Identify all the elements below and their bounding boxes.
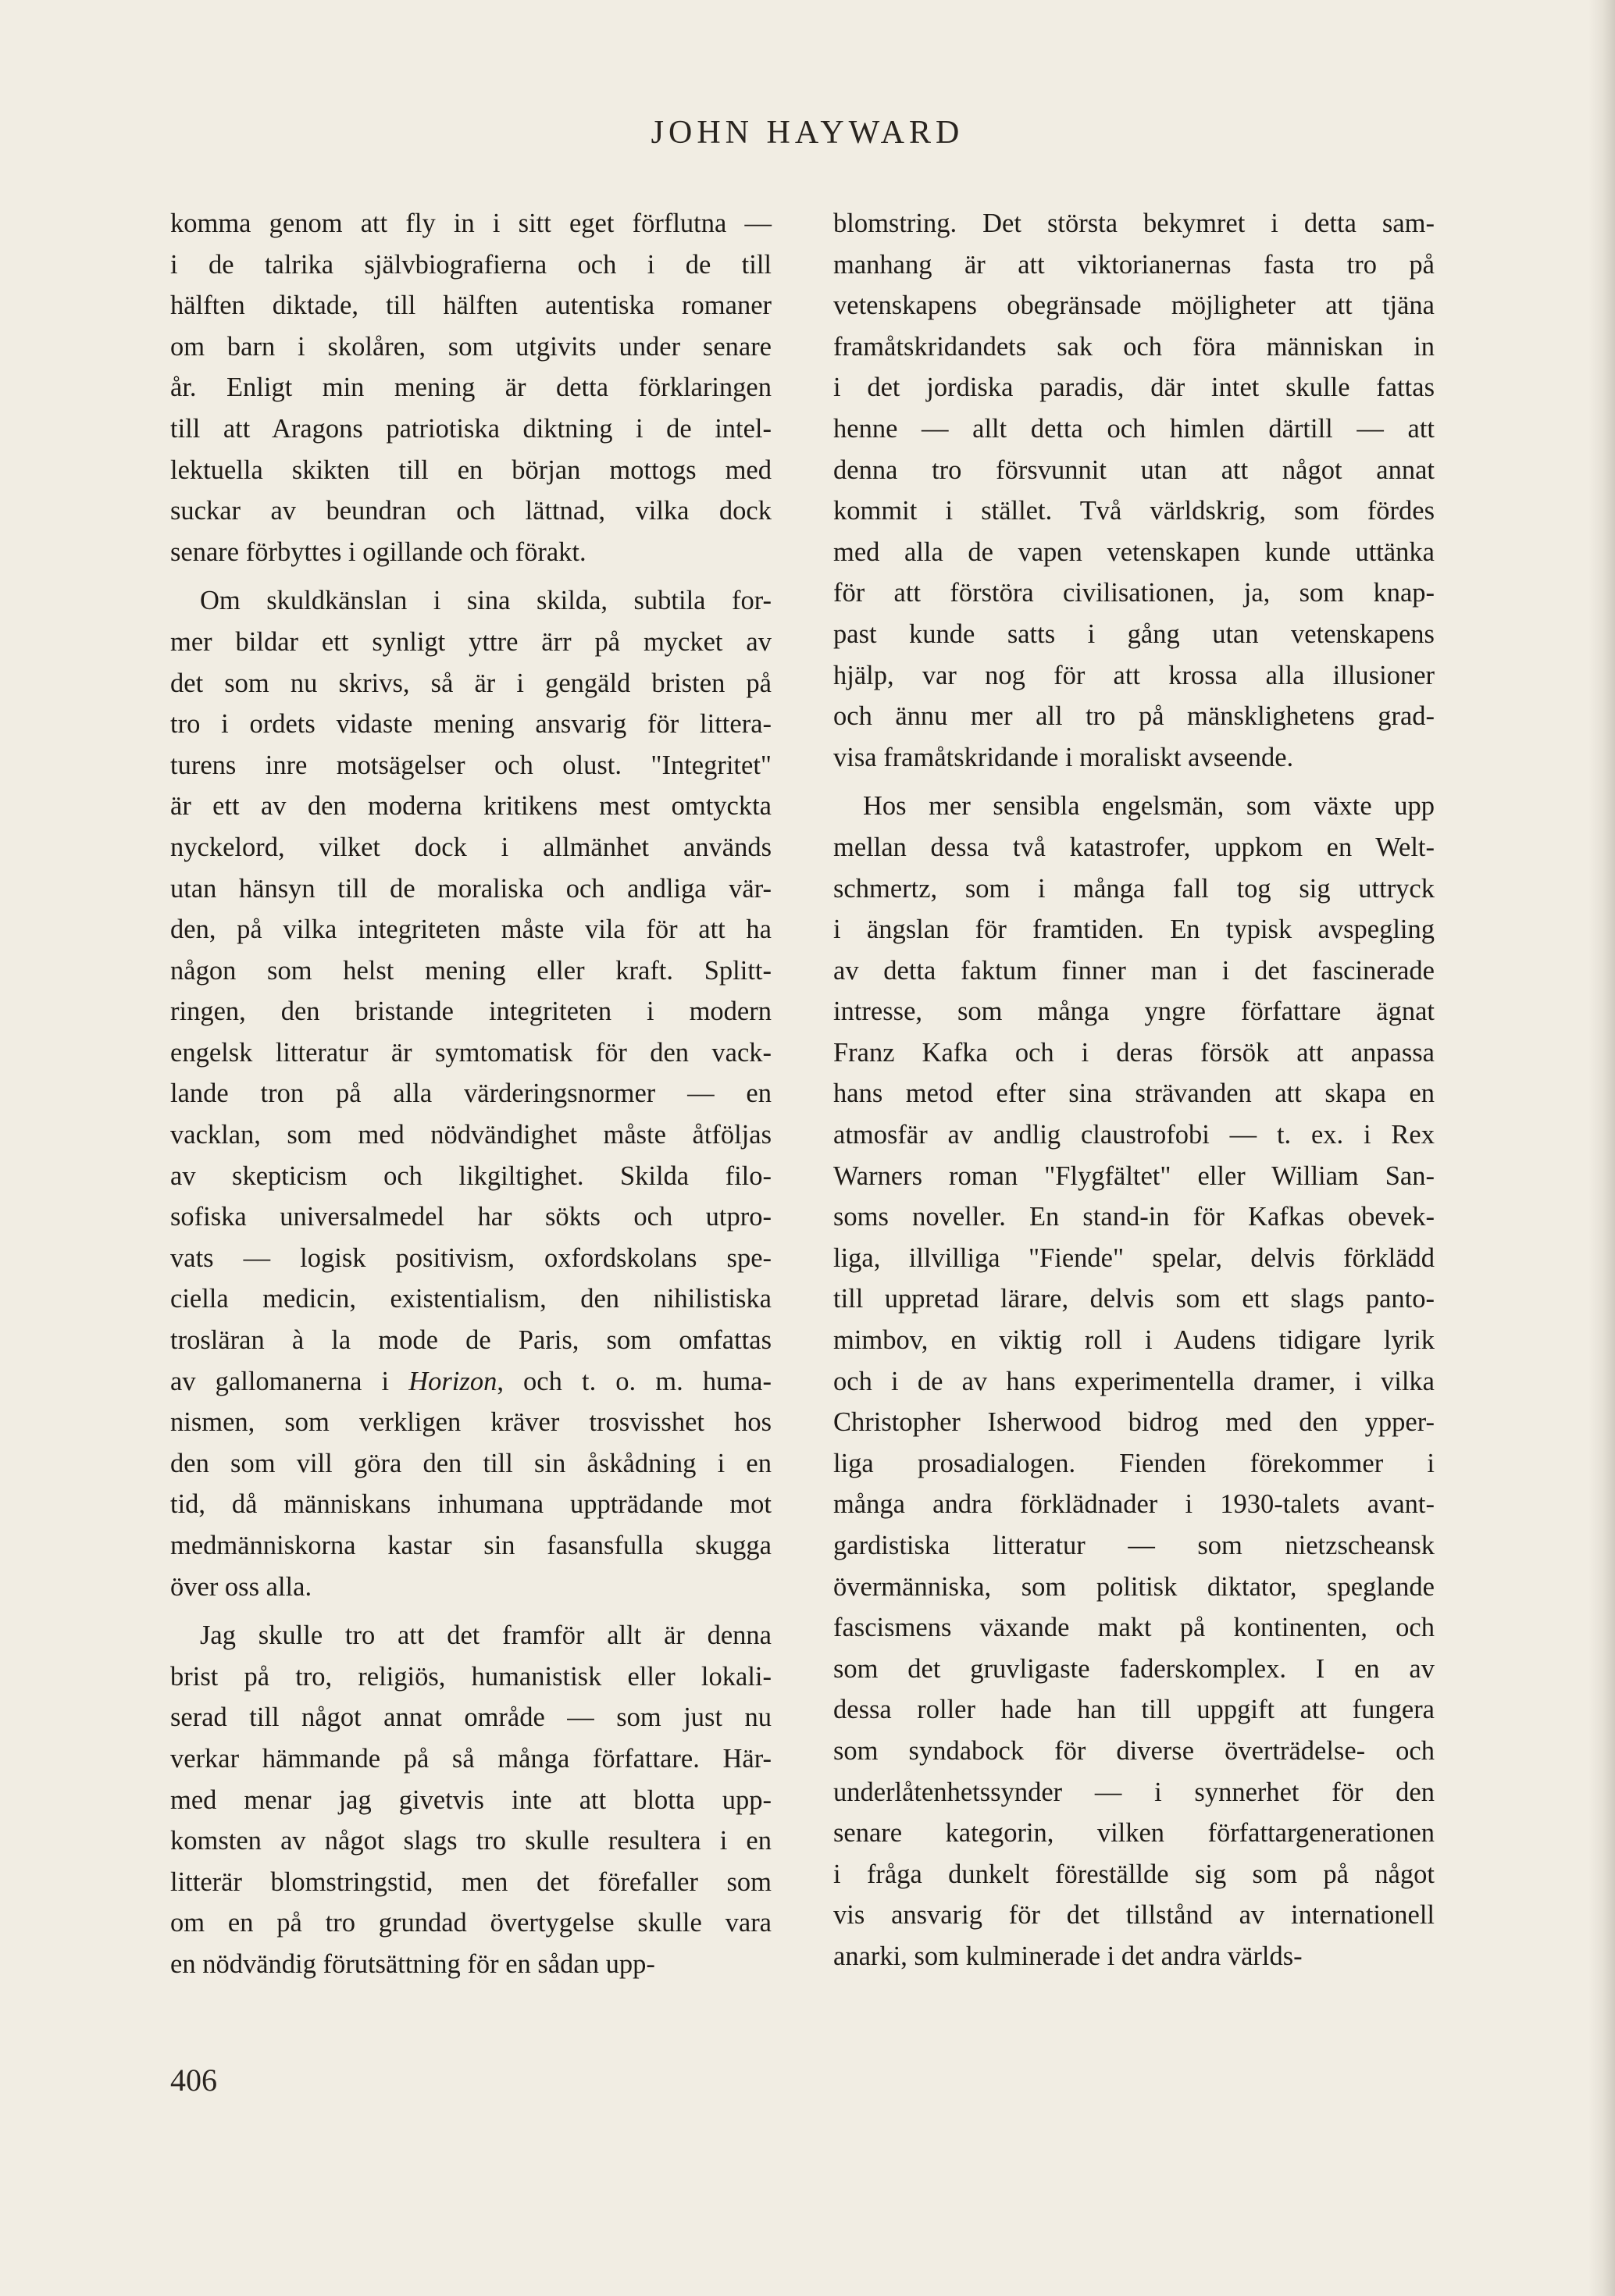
paragraph bbox=[170, 1615, 772, 1984]
text-line: av skepticism och likgiltighet. Skilda filo- bbox=[170, 1160, 772, 1191]
text-line: i ängslan för framtiden. En typisk avspegling bbox=[833, 914, 1435, 945]
text-line: Hos mer sensibla engelsmän, som växte upp bbox=[863, 791, 1435, 822]
text-line: vats — logisk positivism, oxfordskolans spe- bbox=[170, 1242, 772, 1273]
text-line: ringen, den bristande integriteten i modern bbox=[170, 996, 772, 1027]
text-line: mimbov, en viktig roll i Audens tidigare lyrik bbox=[833, 1325, 1435, 1356]
text-line: ciella medicin, existentialism, den nihilistiska bbox=[170, 1284, 772, 1314]
text-line: någon som helst mening eller kraft. Splitt- bbox=[170, 955, 772, 986]
text-line: i det jordiska paradis, där intet skulle fattas bbox=[833, 373, 1435, 403]
text-line: soms noveller. En stand-in för Kafkas obevek- bbox=[833, 1202, 1435, 1232]
text-line: schmertz, som i många fall tog sig uttryck bbox=[833, 873, 1435, 904]
text-line: visa framåtskridande i moraliskt avseende. bbox=[833, 742, 1294, 772]
text-line: det som nu skrivs, så är i gengäld bristen på bbox=[170, 668, 772, 698]
text-line: denna tro försvunnit utan att något annat bbox=[833, 455, 1435, 485]
text-line: kommit i stället. Två världskrig, som fördes bbox=[833, 496, 1435, 526]
text-line: manhang är att viktorianernas fasta tro på bbox=[833, 249, 1435, 280]
text-line: serad till något annat område — som just nu bbox=[170, 1702, 772, 1733]
text-line: fascismens växande makt på kontinenten, och bbox=[833, 1613, 1435, 1643]
paragraph bbox=[170, 203, 772, 572]
text-line: för att förstöra civilisationen, ja, som knap- bbox=[833, 578, 1435, 608]
text-line: senare förbyttes i ogillande och förakt. bbox=[170, 537, 586, 567]
paragraph bbox=[170, 580, 772, 1607]
text-line: gardistiska litteratur — som nietzscheansk bbox=[833, 1531, 1435, 1560]
text-line: senare kategorin, vilken författargenerationen bbox=[833, 1818, 1435, 1849]
text-line: sofiska universalmedel har sökts och utpro- bbox=[170, 1202, 772, 1232]
text-line: till att Aragons patriotiska diktning i de intel- bbox=[170, 413, 772, 444]
text-line: den, på vilka integriteten måste vila för att ha bbox=[170, 914, 772, 945]
text-line: och ännu mer all tro på mänsklighetens grad- bbox=[833, 701, 1435, 732]
text-line: past kunde satts i gång utan vetenskapens bbox=[833, 619, 1435, 649]
text-line: tid, då människans inhumana uppträdande mot bbox=[170, 1489, 772, 1520]
text-line: medmänniskorna kastar sin fasansfulla skugga bbox=[170, 1531, 772, 1560]
text-line: dessa roller hade han till uppgift att fungera bbox=[833, 1695, 1435, 1725]
text-line: underlåtenhetssynder — i synnerhet för den bbox=[833, 1777, 1435, 1807]
text-line: atmosfär av andlig claustrofobi — t. ex. i Rex bbox=[833, 1120, 1435, 1150]
text-line: Franz Kafka och i deras försök att anpassa bbox=[833, 1037, 1435, 1068]
page-number: 406 bbox=[170, 2062, 217, 2098]
text-line: i fråga dunkelt föreställde sig som på något bbox=[833, 1859, 1435, 1889]
text-line: är ett av den moderna kritikens mest omtyckta bbox=[170, 791, 772, 822]
text-line: komma genom att fly in i sitt eget förflutna — bbox=[170, 209, 772, 238]
text-line: liga, illvilliga "Fiende" spelar, delvis förklädd bbox=[833, 1242, 1435, 1273]
page-edge-shadow bbox=[1588, 0, 1615, 2296]
text-line: nismen, som verkligen kräver trosvisshet hos bbox=[170, 1407, 772, 1438]
text-line: som syndabock för diverse överträdelse- och bbox=[833, 1735, 1435, 1766]
text-line: verkar hämmande på så många författare. Här- bbox=[170, 1743, 772, 1774]
text-line: mellan dessa två katastrofer, uppkom en Welt- bbox=[833, 832, 1435, 862]
text-line: brist på tro, religiös, humanistisk eller lokali- bbox=[170, 1661, 772, 1692]
text-line: och i de av hans experimentella dramer, i vilka bbox=[833, 1366, 1435, 1396]
text-line: hälften diktade, till hälften autentiska romaner bbox=[170, 291, 772, 321]
paragraph bbox=[833, 786, 1435, 1977]
text-line: intresse, som många yngre författare ägnat bbox=[833, 996, 1435, 1027]
text-line: Om skuldkänslan i sina skilda, subtila for- bbox=[200, 586, 772, 616]
text-line: henne — allt detta och himlen därtill — att bbox=[833, 413, 1435, 444]
text-line: anarki, som kulminerade i det andra världs- bbox=[833, 1941, 1303, 1971]
text-line: turens inre motsägelser och olust. "Integritet" bbox=[170, 750, 772, 780]
left-text-column bbox=[170, 203, 772, 1993]
text-line: med alla de vapen vetenskapen kunde uttänka bbox=[833, 537, 1435, 567]
text-line: med menar jag givetvis inte att blotta upp- bbox=[170, 1784, 772, 1815]
text-line: komsten av något slags tro skulle resultera i en bbox=[170, 1826, 772, 1856]
text-line: den som vill göra den till sin åskådning i en bbox=[170, 1448, 772, 1478]
journal-title-italic: Horizon bbox=[408, 1366, 497, 1396]
text-line: hjälp, var nog för att krossa alla illusioner bbox=[833, 660, 1435, 690]
text-line: tro i ordets vidaste mening ansvarig för littera- bbox=[170, 709, 772, 740]
text-line: liga prosadialogen. Fienden förekommer i bbox=[833, 1448, 1435, 1478]
text-line: över oss alla. bbox=[170, 1571, 312, 1602]
text-line: många andra förklädnader i 1930-talets avant- bbox=[833, 1489, 1435, 1520]
text-line: framåtskridandets sak och föra människan in bbox=[833, 331, 1435, 362]
text-line: vetenskapens obegränsade möjligheter att tjäna bbox=[833, 291, 1435, 321]
text-line: blomstring. Det största bekymret i detta sam- bbox=[833, 209, 1435, 238]
text-line: utan hänsyn till de moraliska och andliga vär- bbox=[170, 873, 772, 904]
text-line: till uppretad lärare, delvis som ett slags panto- bbox=[833, 1284, 1435, 1314]
text-line: år. Enligt min mening är detta förklaringen bbox=[170, 373, 772, 403]
text-line: nyckelord, vilket dock i allmänhet används bbox=[170, 832, 772, 862]
text-line: engelsk litteratur är symtomatisk för den vack- bbox=[170, 1037, 772, 1068]
text-line: en nödvändig förutsättning för en sådan upp- bbox=[170, 1948, 655, 1979]
text-line: om en på tro grundad övertygelse skulle vara bbox=[170, 1908, 772, 1938]
text-line: vis ansvarig för det tillstånd av internationell bbox=[833, 1900, 1435, 1931]
text-line: mer bildar ett synligt yttre ärr på mycket av bbox=[170, 626, 772, 657]
text-line: hans metod efter sina strävanden att skapa en bbox=[833, 1078, 1435, 1109]
right-text-column bbox=[833, 203, 1435, 1985]
text-line: trosläran à la mode de Paris, som omfattas bbox=[170, 1325, 772, 1356]
text-line: övermänniska, som politisk diktator, speglande bbox=[833, 1571, 1435, 1602]
text-line: suckar av beundran och lättnad, vilka dock bbox=[170, 496, 772, 526]
text-line: Jag skulle tro att det framför allt är denna bbox=[200, 1620, 772, 1651]
running-header: JOHN HAYWARD bbox=[651, 115, 964, 151]
text-line: i de talrika självbiografierna och i de till bbox=[170, 249, 772, 280]
text-line: vacklan, som med nödvändighet måste åtföljas bbox=[170, 1120, 772, 1150]
text-line: lande tron på alla värderingsnormer — en bbox=[170, 1078, 772, 1109]
paragraph bbox=[833, 203, 1435, 778]
text-line: om barn i skolåren, som utgivits under senare bbox=[170, 331, 772, 362]
text-line: av gallomanerna i Horizon, och t. o. m. huma- bbox=[170, 1366, 772, 1396]
text-line: Christopher Isherwood bidrog med den ypper- bbox=[833, 1407, 1435, 1438]
text-line: litterär blomstringstid, men det förefaller som bbox=[170, 1866, 772, 1897]
text-line: Warners roman "Flygfältet" eller William San- bbox=[833, 1160, 1435, 1191]
text-line: som det gruvligaste faderskomplex. I en av bbox=[833, 1653, 1435, 1684]
text-line: av detta faktum finner man i det fascinerade bbox=[833, 955, 1435, 986]
text-line: lektuella skikten till en början mottogs med bbox=[170, 455, 772, 485]
